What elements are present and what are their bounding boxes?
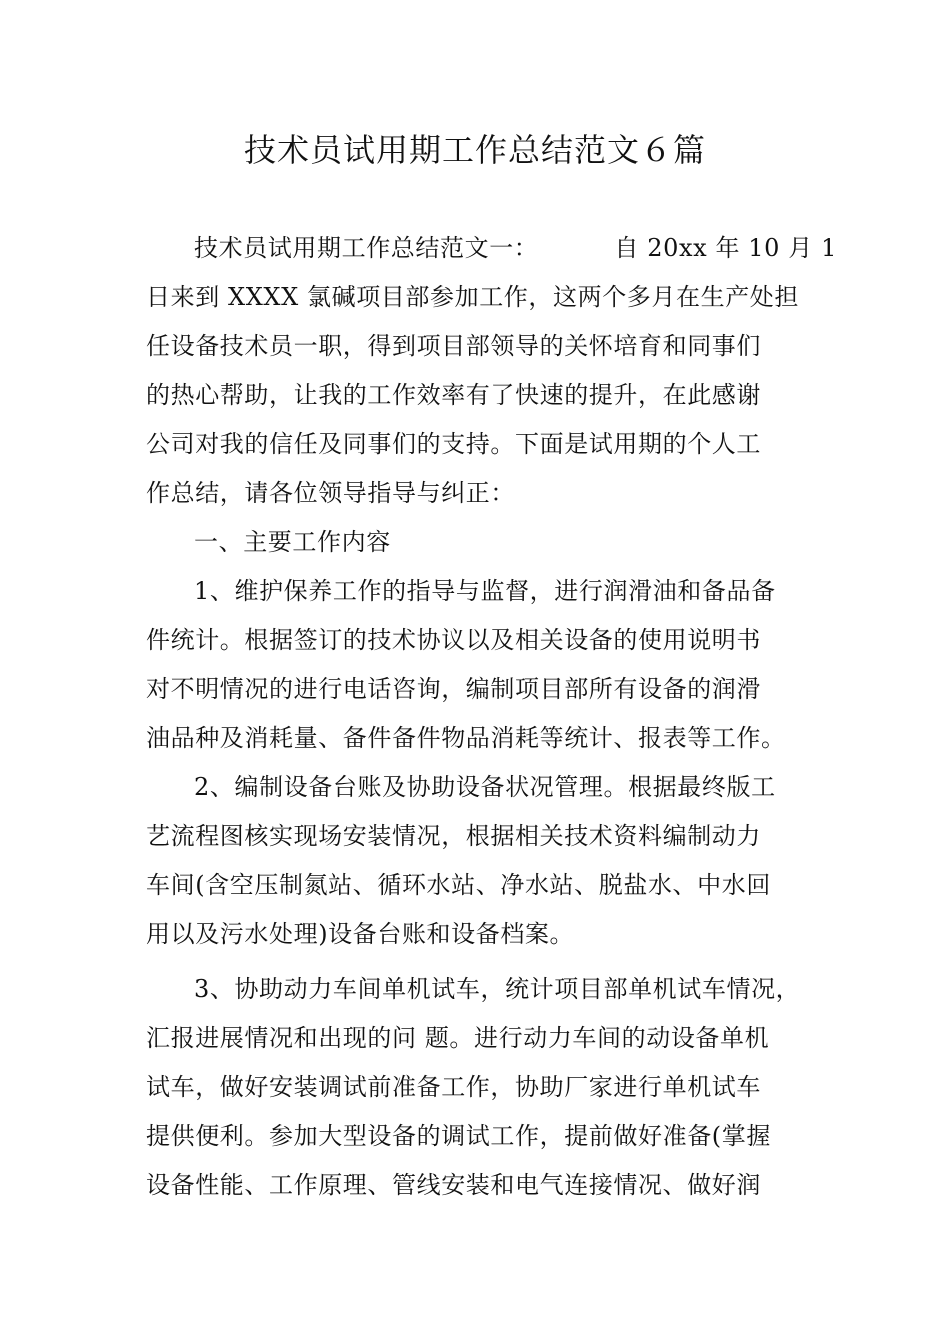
body-line: 1、维护保养工作的指导与监督，进行润滑油和备品备 (194, 577, 776, 605)
body-line: 油品种及消耗量、备件备件物品消耗等统计、报表等工作。 (146, 724, 786, 752)
body-line: 公司对我的信任及同事们的支持。下面是试用期的个人工 (146, 430, 761, 458)
body-line: 试车，做好安装调试前准备工作，协助厂家进行单机试车 (146, 1073, 761, 1101)
body-line: 提供便利。参加大型设备的调试工作，提前做好准备(掌握 (146, 1122, 771, 1150)
body-line: 件统计。根据签订的技术协议以及相关设备的使用说明书 (146, 626, 761, 654)
section-heading: 一、主要工作内容 (194, 528, 391, 556)
body-line: 车间(含空压制氮站、循环水站、净水站、脱盐水、中水回 (146, 871, 771, 899)
body-line: 用以及污水处理)设备台账和设备档案。 (146, 920, 575, 948)
body-line: 2、编制设备台账及协助设备状况管理。根据最终版工 (194, 773, 776, 801)
body-line: 艺流程图核实现场安装情况，根据相关技术资料编制动力 (146, 822, 761, 850)
document-title: 技术员试用期工作总结范文６篇 (243, 131, 706, 169)
body-line: 设备性能、工作原理、管线安装和电气连接情况、做好润 (146, 1171, 761, 1199)
body-line: 任设备技术员一职，得到项目部领导的关怀培育和同事们 (146, 332, 761, 360)
body-line: 3、协助动力车间单机试车，统计项目部单机试车情况， (194, 975, 801, 1003)
body-line: 汇报进展情况和出现的问 题。进行动力车间的动设备单机 (146, 1024, 770, 1052)
body-line (146, 224, 837, 273)
body-line: 日来到 XXXX 氯碱项目部参加工作，这两个多月在生产处担 (146, 283, 799, 311)
document-body (146, 224, 837, 1210)
body-line: 对不明情况的进行电话咨询，编制项目部所有设备的润滑 (146, 675, 761, 703)
body-line: 的热心帮助，让我的工作效率有了快速的提升，在此感谢 (146, 381, 761, 409)
body-line: 作总结，请各位领导指导与纠正： (146, 479, 515, 507)
intro-date: 自 20xx 年 10 月 1 (614, 234, 837, 262)
intro-lead: 技术员试用期工作总结范文一： (194, 234, 539, 262)
